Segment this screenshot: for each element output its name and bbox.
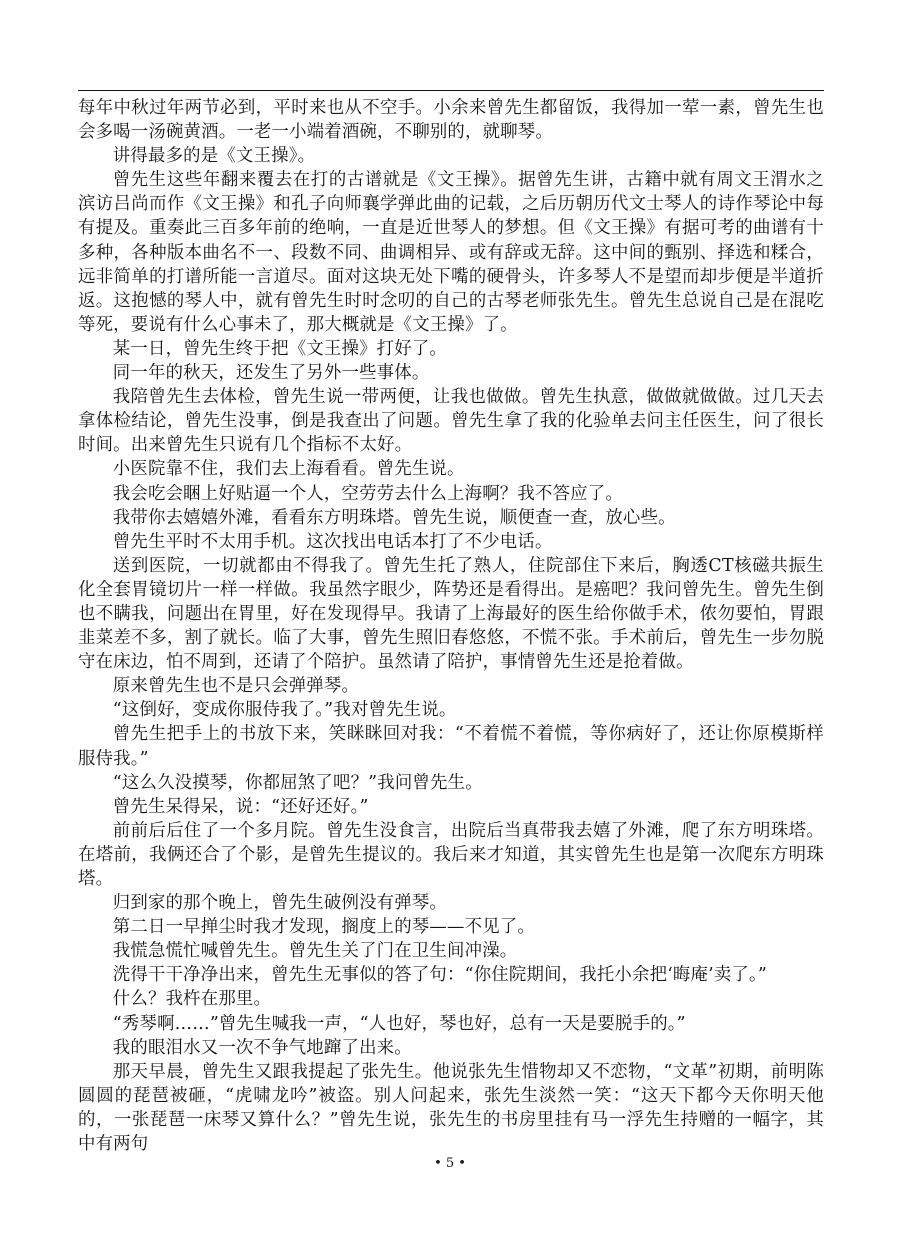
paragraph: 我带你去嬉嬉外滩，看看东方明珠塔。曾先生说，顺便查一查，放心些。: [112, 507, 676, 528]
paragraph: 小医院靠不住，我们去上海看看。曾先生说。: [112, 459, 465, 480]
paragraph: 曾先生呆得呆，说：“还好还好。”: [112, 796, 369, 817]
paragraph: 第二日一早掸尘时我才发现，搁度上的琴——不见了。: [112, 917, 535, 938]
paragraph: 送到医院，一切就都由不得我了。曾先生托了熟人，住院部住下来后，胸透CT核磁共振生化全套胃镜切片一样一样做。我虽然字眼少，阵势还是看得出。是癌吧？我问曾先生。曾先生倒也不瞒我，问题出在胃里，好在发现得早。我请了上海最好的医生给你做手术，侬勿要怕，胃跟韭菜差不多，割了就长。临了大事，曾先生照旧春悠悠，不慌不张。手术前后，曾先生一步勿脱守在床边，怕不周到，还请了个陪护。虽然请了陪护，事情曾先生还是抢着做。: [78, 555, 824, 673]
paragraph: 曾先生把手上的书放下来，笑眯眯回对我：“不着慌不着慌，等你病好了，还让你原模斯样服侍我。”: [78, 724, 824, 769]
paragraph: 曾先生这些年翻来覆去在打的古谱就是《文王操》。据曾先生讲，古籍中就有周文王渭水之滨访吕尚而作《文王操》和孔子向师襄学弹此曲的记载，之后历朝历代文士琴人的诗作琴论中每有提及。重奏此三百多年前的绝响，一直是近世琴人的梦想。但《文王操》有据可考的曲谱有十多种，各种版本曲名不一、段数不同、曲调相异、或有辞或无辞。这中间的甄别、择选和糅合，远非简单的打谱所能一言道尽。面对这块无处下嘴的硬骨头，许多琴人不是望而却步便是半道折返。这抱憾的琴人中，就有曾先生时时念叨的自己的古琴老师张先生。曾先生总说自己是在混吃等死，要说有什么心事未了，那大概就是《文王操》了。: [78, 170, 824, 335]
paragraph: “秀琴啊……”曾先生喊我一声，“人也好，琴也好，总有一天是要脱手的。”: [112, 1013, 686, 1034]
paragraph: 我陪曾先生去体检，曾先生说一带两便，让我也做做。曾先生执意，做做就做做。过几天去拿体检结论，曾先生没事，倒是我查出了问题。曾先生拿了我的化验单去问主任医生，问了很长时间。出来曾先生只说有几个指标不太好。: [78, 387, 824, 456]
paragraph: 什么？我杵在那里。: [112, 989, 272, 1010]
article-body: [78, 96, 824, 1156]
paragraph: 我会吃会睏上好贴逼一个人，空劳劳去什么上海啊？我不答应了。: [112, 483, 623, 504]
paragraph: 同一年的秋天，还发生了另外一些事体。: [112, 363, 430, 384]
paragraph: 曾先生平时不太用手机。这次找出电话本打了不少电话。: [112, 531, 553, 552]
header-rule: [78, 90, 824, 91]
paragraph: 每年中秋过年两节必到，平时来也从不空手。小余来曾先生都留饭，我得加一荤一素，曾先生也会多喝一汤碗黄酒。一老一小端着酒碗，不聊别的，就聊琴。: [78, 98, 824, 143]
paragraph: 原来曾先生也不是只会弹弹琴。: [112, 676, 360, 697]
paragraph: 某一日，曾先生终于把《文王操》打好了。: [112, 338, 448, 359]
paragraph: “这么久没摸琴，你都屈煞了吧？”我问曾先生。: [112, 772, 483, 793]
paragraph: 我慌急慌忙喊曾先生。曾先生关了门在卫生间冲澡。: [112, 941, 518, 962]
page-number: • 5 •: [434, 1156, 466, 1171]
paragraph: “这倒好，变成你服侍我了。”我对曾先生说。: [112, 700, 457, 721]
paragraph: 那天早晨，曾先生又跟我提起了张先生。他说张先生惜物却又不恋物，“文革”初期，前明陈圆圆的琵琶被砸，“虎啸龙吟”被盗。别人问起来，张先生淡然一笑：“这天下都今天你明天他的，一张琵琶一床琴又算什么？”曾先生说，张先生的书房里挂有马一浮先生持赠的一幅字，其中有两句: [78, 1061, 824, 1155]
paragraph: 讲得最多的是《文王操》。: [112, 146, 316, 167]
paragraph: 我的眼泪水又一次不争气地蹿了出来。: [112, 1037, 412, 1058]
paragraph: 前前后后住了一个多月院。曾先生没食言，出院后当真带我去嬉了外滩，爬了东方明珠塔。在塔前，我俩还合了个影，是曾先生提议的。我后来才知道，其实曾先生也是第一次爬东方明珠塔。: [78, 820, 824, 889]
paragraph: 归到家的那个晚上，曾先生破例没有弹琴。: [112, 893, 448, 914]
paragraph: 洗得干干净净出来，曾先生无事似的答了句：“你住院期间，我托小余把‘晦庵’卖了。”: [112, 965, 768, 986]
